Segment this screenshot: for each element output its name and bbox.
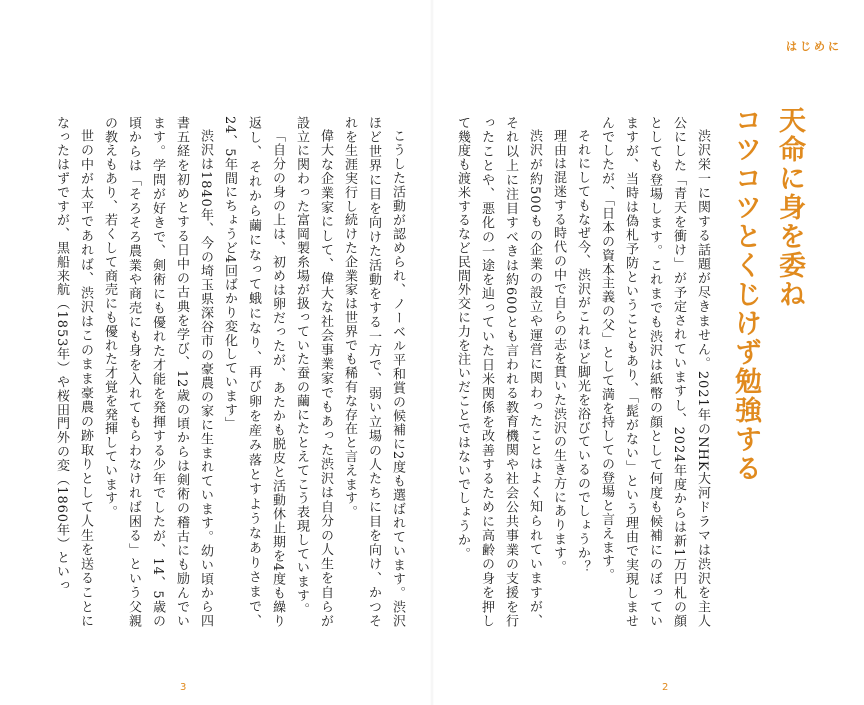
page-number-left: 3 xyxy=(180,682,187,693)
paragraph: 「自分の身の上は、初めは卵だったが、あたかも脱皮と活動休止期を4度も繰り返し、それから繭になって蛾になり、再び卵を産み落とすようなありさまで、24、5年間にちょうど4回ばかり変化しています」 xyxy=(222,116,285,628)
title-line-1: 天命に身を委ね xyxy=(774,106,805,309)
paragraph: こうした活動が認められ、ノーベル平和賞の候補に2度も選ばれています。渋沢ほど世界に目を向けた活動をする一方で、弱い立場の人たちに目を向け、かつそれを生涯実行し続けた企業家は世界でも稀有な存在と言えます。 xyxy=(342,116,405,628)
paragraph: 渋沢栄一に関する話題が尽きません。2021年のNHK大河ドラマは渋沢を主人公にした「青天を衝け」が予定されていますし、2024年度からは新1万円札の顔としても登場します。これまでも渋沢は紙幣の顔として何度も候補にのぼっていますが、当時は偽札予防ということもあり、「髭がない」という理由で実現しませんでしたが、「日本の資本主義の父」として満を持しての登場と言えます。 xyxy=(599,116,710,628)
title-line-2: コツコツとくじけず勉強する xyxy=(730,106,761,483)
right-page-body xyxy=(414,116,714,628)
paragraph: 理由は混迷する時代の中で自らの志を貫いた渋沢の生き方にあります。 xyxy=(551,129,566,574)
paragraph: それにしてもなぜ今、渋沢がこれほど脚光を浴びているのでしょうか？ xyxy=(575,129,590,574)
section-label: はじめに xyxy=(786,40,842,53)
paragraph: 偉大な企業家にして、偉大な社会事業家でもあった渋沢は自分の人生を自らが設立に関わった富岡製糸場が扱っていた蚕の繭にたとえてこう表現しています。 xyxy=(294,116,333,628)
paragraph: 渋沢は1840年、今の埼玉県深谷市の豪農の家に生まれています。幼い頃から四書五経を初めとする日中の古典を学び、12歳の頃からは剣術の稽古にも励んでいます。学問が好きで、剣術にも優れた才能を発揮する少年でしたが、14、5歳の頃からは「そろそろ農業や商売にも身を入れてもらわなければ困る」という父親の教えもあり、若くして商売にも優れた才覚を発揮しています。 xyxy=(102,116,213,628)
chapter-title xyxy=(728,106,806,566)
paragraph: 世の中が太平であれば、渋沢はこのまま豪農の跡取りとして人生を送ることになったはずですが、黒船来航（1853年）や桜田門外の変（1860年）といっ xyxy=(54,116,93,628)
paragraph: 渋沢が約500もの企業の設立や運営に関わったことはよく知られていますが、それ以上に注目すべきは約600とも言われる教育機関や社会公共事業の支援を行ったことや、悪化の一途を辿っていた日米関係を改善するために高齢の身を押して幾度も渡米するなど民間外交に力を注いだことではないでしょうか。 xyxy=(455,116,542,628)
page-number-right: 2 xyxy=(662,682,669,693)
left-page-body xyxy=(19,116,409,628)
